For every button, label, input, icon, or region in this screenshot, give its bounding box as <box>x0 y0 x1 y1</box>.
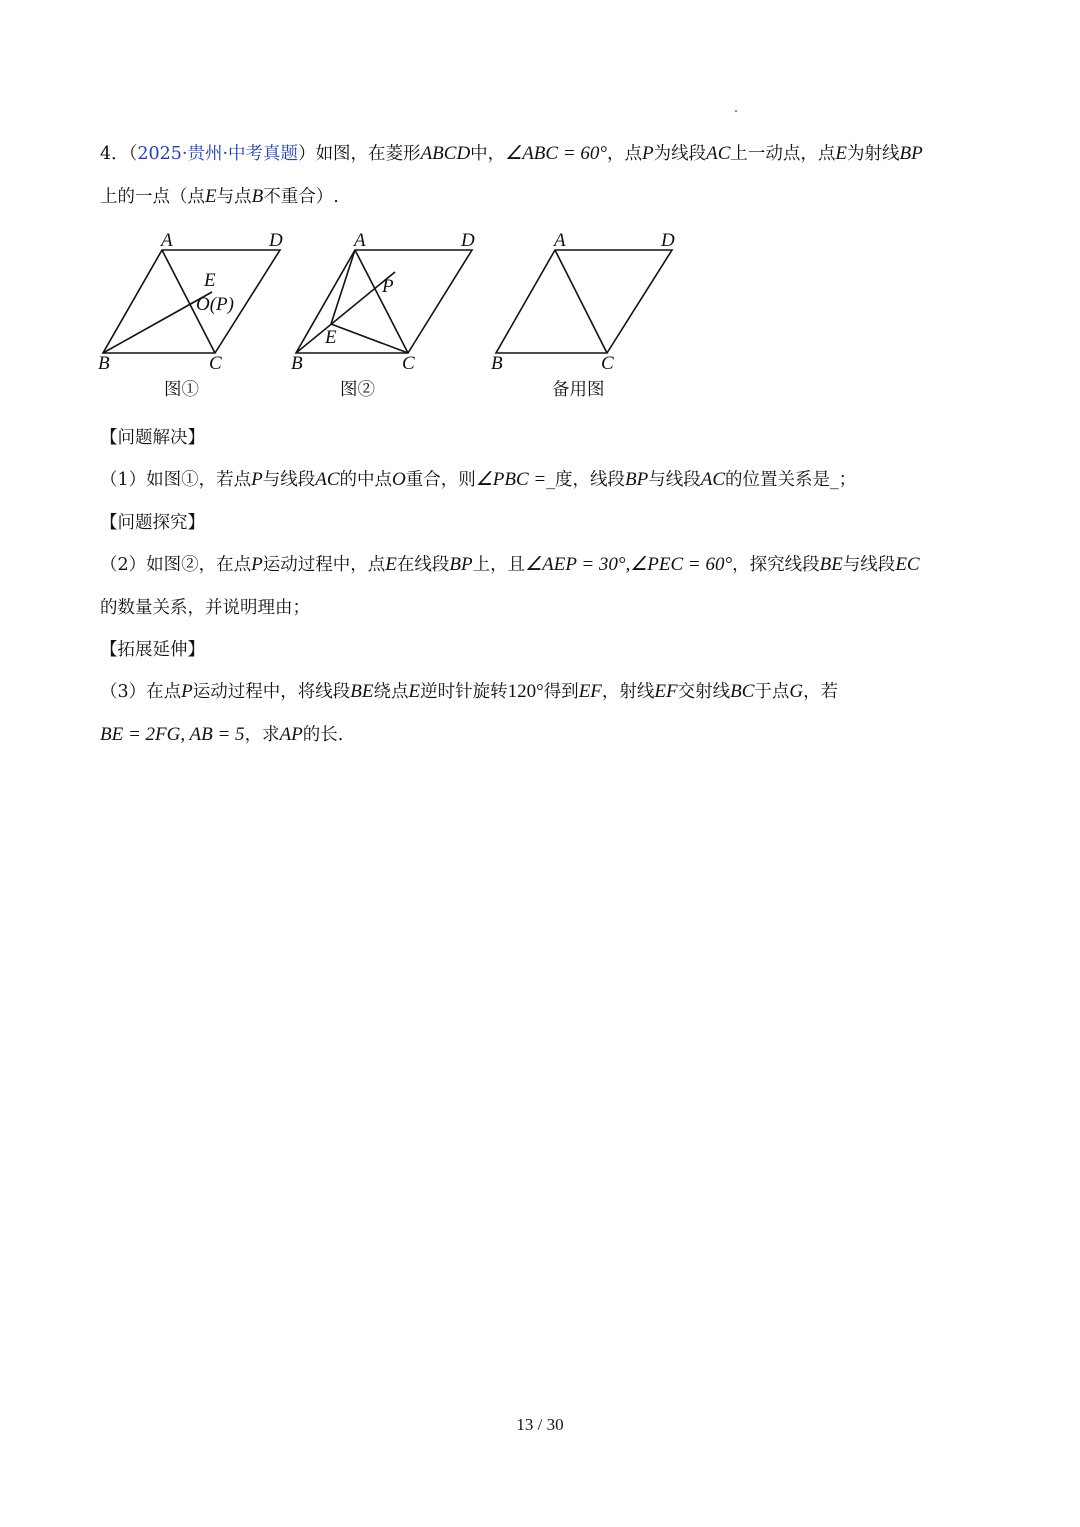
section-heading-problem-solving: 【问题解决】 <box>100 428 205 448</box>
fig1-label-c: C <box>209 353 222 374</box>
speck <box>735 110 737 112</box>
question-2-line-1: （2）如图②，在点P运动过程中，点E在线段BP上，且∠AEP = 30°,∠PEC = 60°，探究线段BE与线段EC <box>100 554 920 575</box>
rhombus-figures <box>90 228 710 378</box>
fig1-label-d: D <box>269 230 283 251</box>
fig1-label-e: E <box>204 270 216 291</box>
fig3-label-a: A <box>554 230 566 251</box>
page-number: 13 / 30 <box>516 1415 564 1434</box>
problem-line-1: 4．（2025·贵州·中考真题）如图，在菱形ABCD中，∠ABC = 60°，点P为线段AC上一动点，点E为射线BP <box>100 143 923 164</box>
section-heading-extension: 【拓展延伸】 <box>100 640 205 660</box>
fig1-label-a: A <box>161 230 173 251</box>
fig2-rhombus <box>296 250 472 353</box>
fig1-caption: 图① <box>164 380 199 400</box>
fig3-diagonal-ac <box>555 250 607 353</box>
fig3-label-b: B <box>491 353 503 374</box>
question-3-line-1: （3）在点P运动过程中，将线段BE绕点E逆时针旋转120°得到EF，射线EF交射线BC于点G，若 <box>100 681 839 702</box>
fig3-caption: 备用图 <box>552 380 605 400</box>
section-heading-problem-exploration: 【问题探究】 <box>100 513 205 533</box>
problem-line-2: 上的一点（点E与点B不重合）. <box>100 186 339 207</box>
fig2-ray-bp <box>296 272 395 353</box>
question-2-line-2: 的数量关系，并说明理由； <box>100 598 310 618</box>
fig1-label-op: O(P) <box>196 294 234 315</box>
fig2-label-p: P <box>382 276 394 297</box>
fig3-label-d: D <box>661 230 675 251</box>
fig1-label-b: B <box>98 353 110 374</box>
fig2-label-b: B <box>291 353 303 374</box>
question-1: （1）如图①，若点P与线段AC的中点O重合，则∠PBC =_度，线段BP与线段AC的位置关系是_； <box>100 469 857 490</box>
fig2-diagonal-ac <box>355 250 408 353</box>
fig3-rhombus <box>496 250 672 353</box>
problem-source-link[interactable]: 2025·贵州·中考真题 <box>137 144 299 164</box>
fig2-caption: 图② <box>340 380 375 400</box>
problem-number: 4． <box>100 144 129 164</box>
fig2-label-a: A <box>354 230 366 251</box>
fig2-label-c: C <box>402 353 415 374</box>
fig2-label-e: E <box>325 327 337 348</box>
question-3-line-2: BE = 2FG, AB = 5，求AP的长. <box>100 724 344 745</box>
angle-abc: ∠ABC = 60° <box>505 143 608 164</box>
fig2-label-d: D <box>461 230 475 251</box>
fig3-label-c: C <box>601 353 614 374</box>
fig2-segment-ec <box>331 324 408 353</box>
